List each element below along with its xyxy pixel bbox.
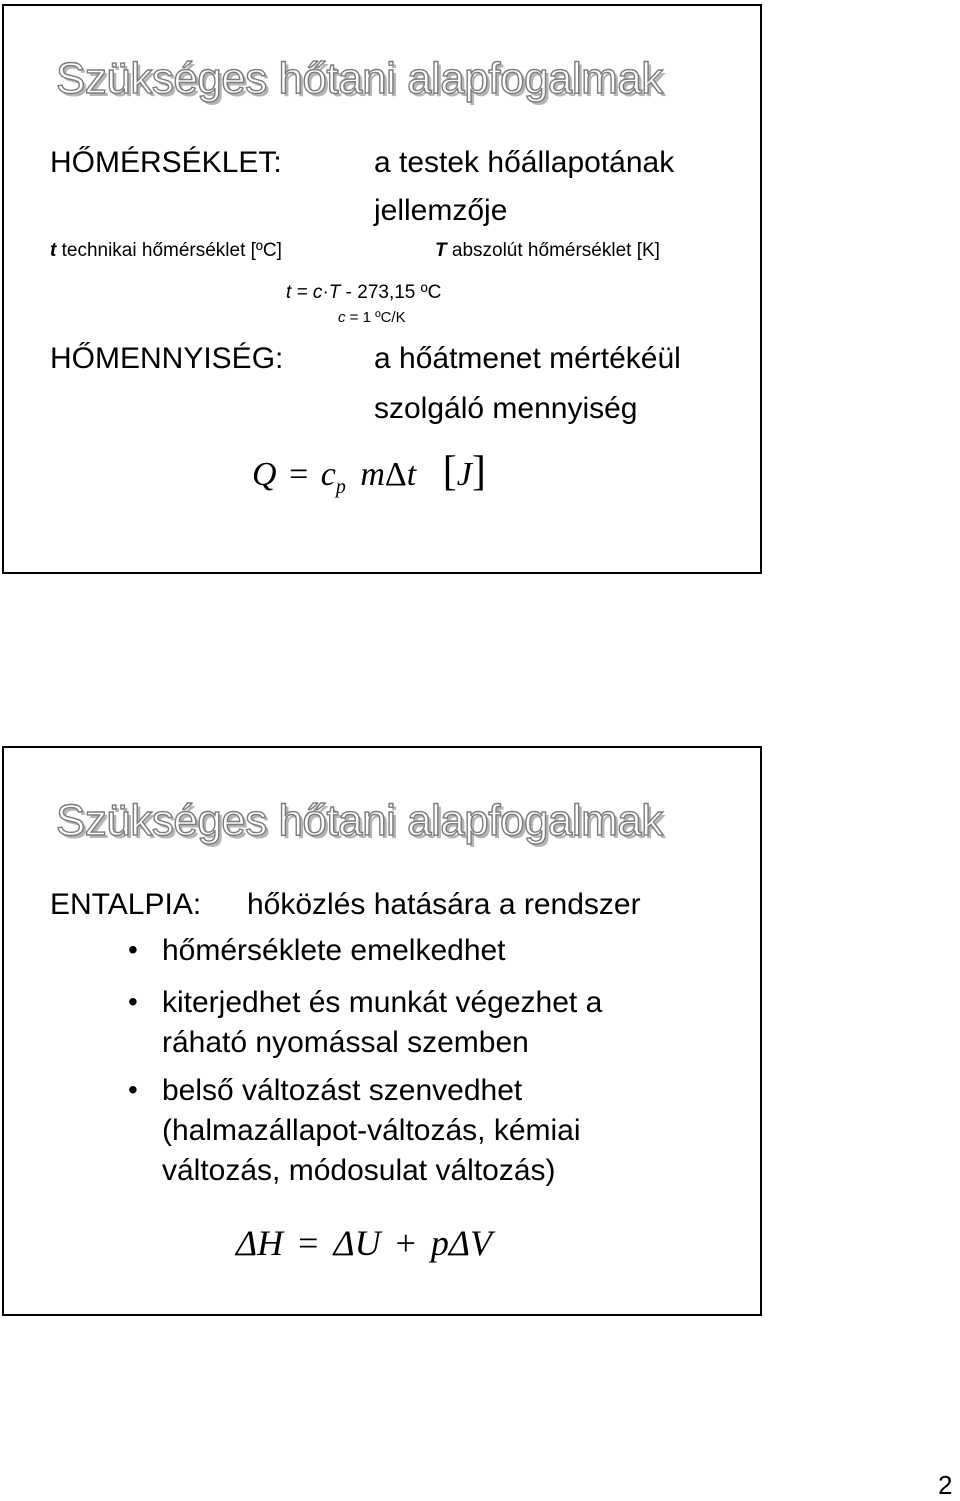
formula-plus: + — [395, 1223, 416, 1263]
temperature-definition-line1: a testek hőállapotának — [374, 146, 675, 179]
page-number: 2 — [938, 1470, 953, 1500]
conversion-formula-dot: · — [322, 282, 329, 303]
slide-heat-basics — [2, 4, 762, 574]
temperature-label: HŐMÉRSÉKLET: — [50, 146, 282, 179]
slide-title: Szükséges hőtani alapfogalmak — [56, 54, 663, 103]
formula-delta: Δ — [384, 456, 407, 493]
enthalpy-formula — [236, 1222, 492, 1264]
formula-t: t — [406, 456, 417, 493]
constant-symbol: c — [338, 309, 346, 326]
absolute-temp-symbol: T — [435, 240, 447, 261]
technical-temp-text: technikai hőmérséklet [ºC] — [56, 240, 282, 261]
technical-temp-symbol: t — [50, 240, 57, 261]
conversion-formula-rest: - 273,15 ºC — [340, 282, 442, 303]
heat-formula — [252, 448, 486, 499]
conversion-formula-a: t = c — [286, 282, 323, 303]
bullet-marker: • — [128, 934, 138, 965]
formula-right-bracket: ] — [471, 449, 486, 495]
bullet-text: változás, módosulat változás) — [162, 1154, 556, 1187]
formula-c: c — [320, 456, 336, 493]
technical-temperature-note — [50, 240, 282, 262]
formula-m: m — [360, 456, 385, 493]
formula-p: p — [335, 475, 346, 498]
temperature-definition-line2: jellemzője — [374, 194, 508, 227]
absolute-temperature-note — [435, 240, 660, 262]
heat-quantity-label: HŐMENNYISÉG: — [50, 342, 284, 375]
heat-definition-line2: szolgáló mennyiség — [374, 392, 638, 425]
formula-Q: Q — [252, 456, 277, 493]
bullet-marker: • — [128, 986, 138, 1017]
bullet-text: hőmérséklete emelkedhet — [162, 934, 506, 967]
bullet-text: ráható nyomással szemben — [162, 1026, 529, 1059]
formula-delta-H: ΔH — [236, 1223, 284, 1263]
enthalpy-label: ENTALPIA: — [50, 888, 202, 921]
absolute-temp-text: abszolút hőmérséklet [K] — [446, 240, 660, 261]
formula-equals: = — [289, 456, 309, 493]
heat-definition-line1: a hőátmenet mértékéül — [374, 342, 681, 375]
formula-p: p — [430, 1223, 449, 1263]
slide-enthalpy — [2, 746, 762, 1316]
formula-delta-V: ΔV — [448, 1223, 493, 1263]
bullet-text: (halmazállapot-változás, kémiai — [162, 1114, 581, 1147]
bullet-text: belső változást szenvedhet — [162, 1074, 523, 1107]
formula-delta-U: ΔU — [333, 1223, 381, 1263]
formula-J: J — [456, 456, 472, 493]
formula-left-bracket: [ — [442, 449, 457, 495]
conversion-formula-T: T — [328, 282, 341, 303]
enthalpy-intro: hőközlés hatására a rendszer — [247, 888, 641, 921]
conversion-formula — [286, 282, 441, 304]
bullet-text: kiterjedhet és munkát végezhet a — [162, 986, 603, 1019]
bullet-marker: • — [128, 1074, 138, 1105]
slide-title: Szükséges hőtani alapfogalmak — [56, 796, 663, 845]
formula-equals: = — [298, 1223, 319, 1263]
constant-definition — [338, 309, 406, 326]
constant-text: = 1 ºC/K — [345, 309, 406, 326]
